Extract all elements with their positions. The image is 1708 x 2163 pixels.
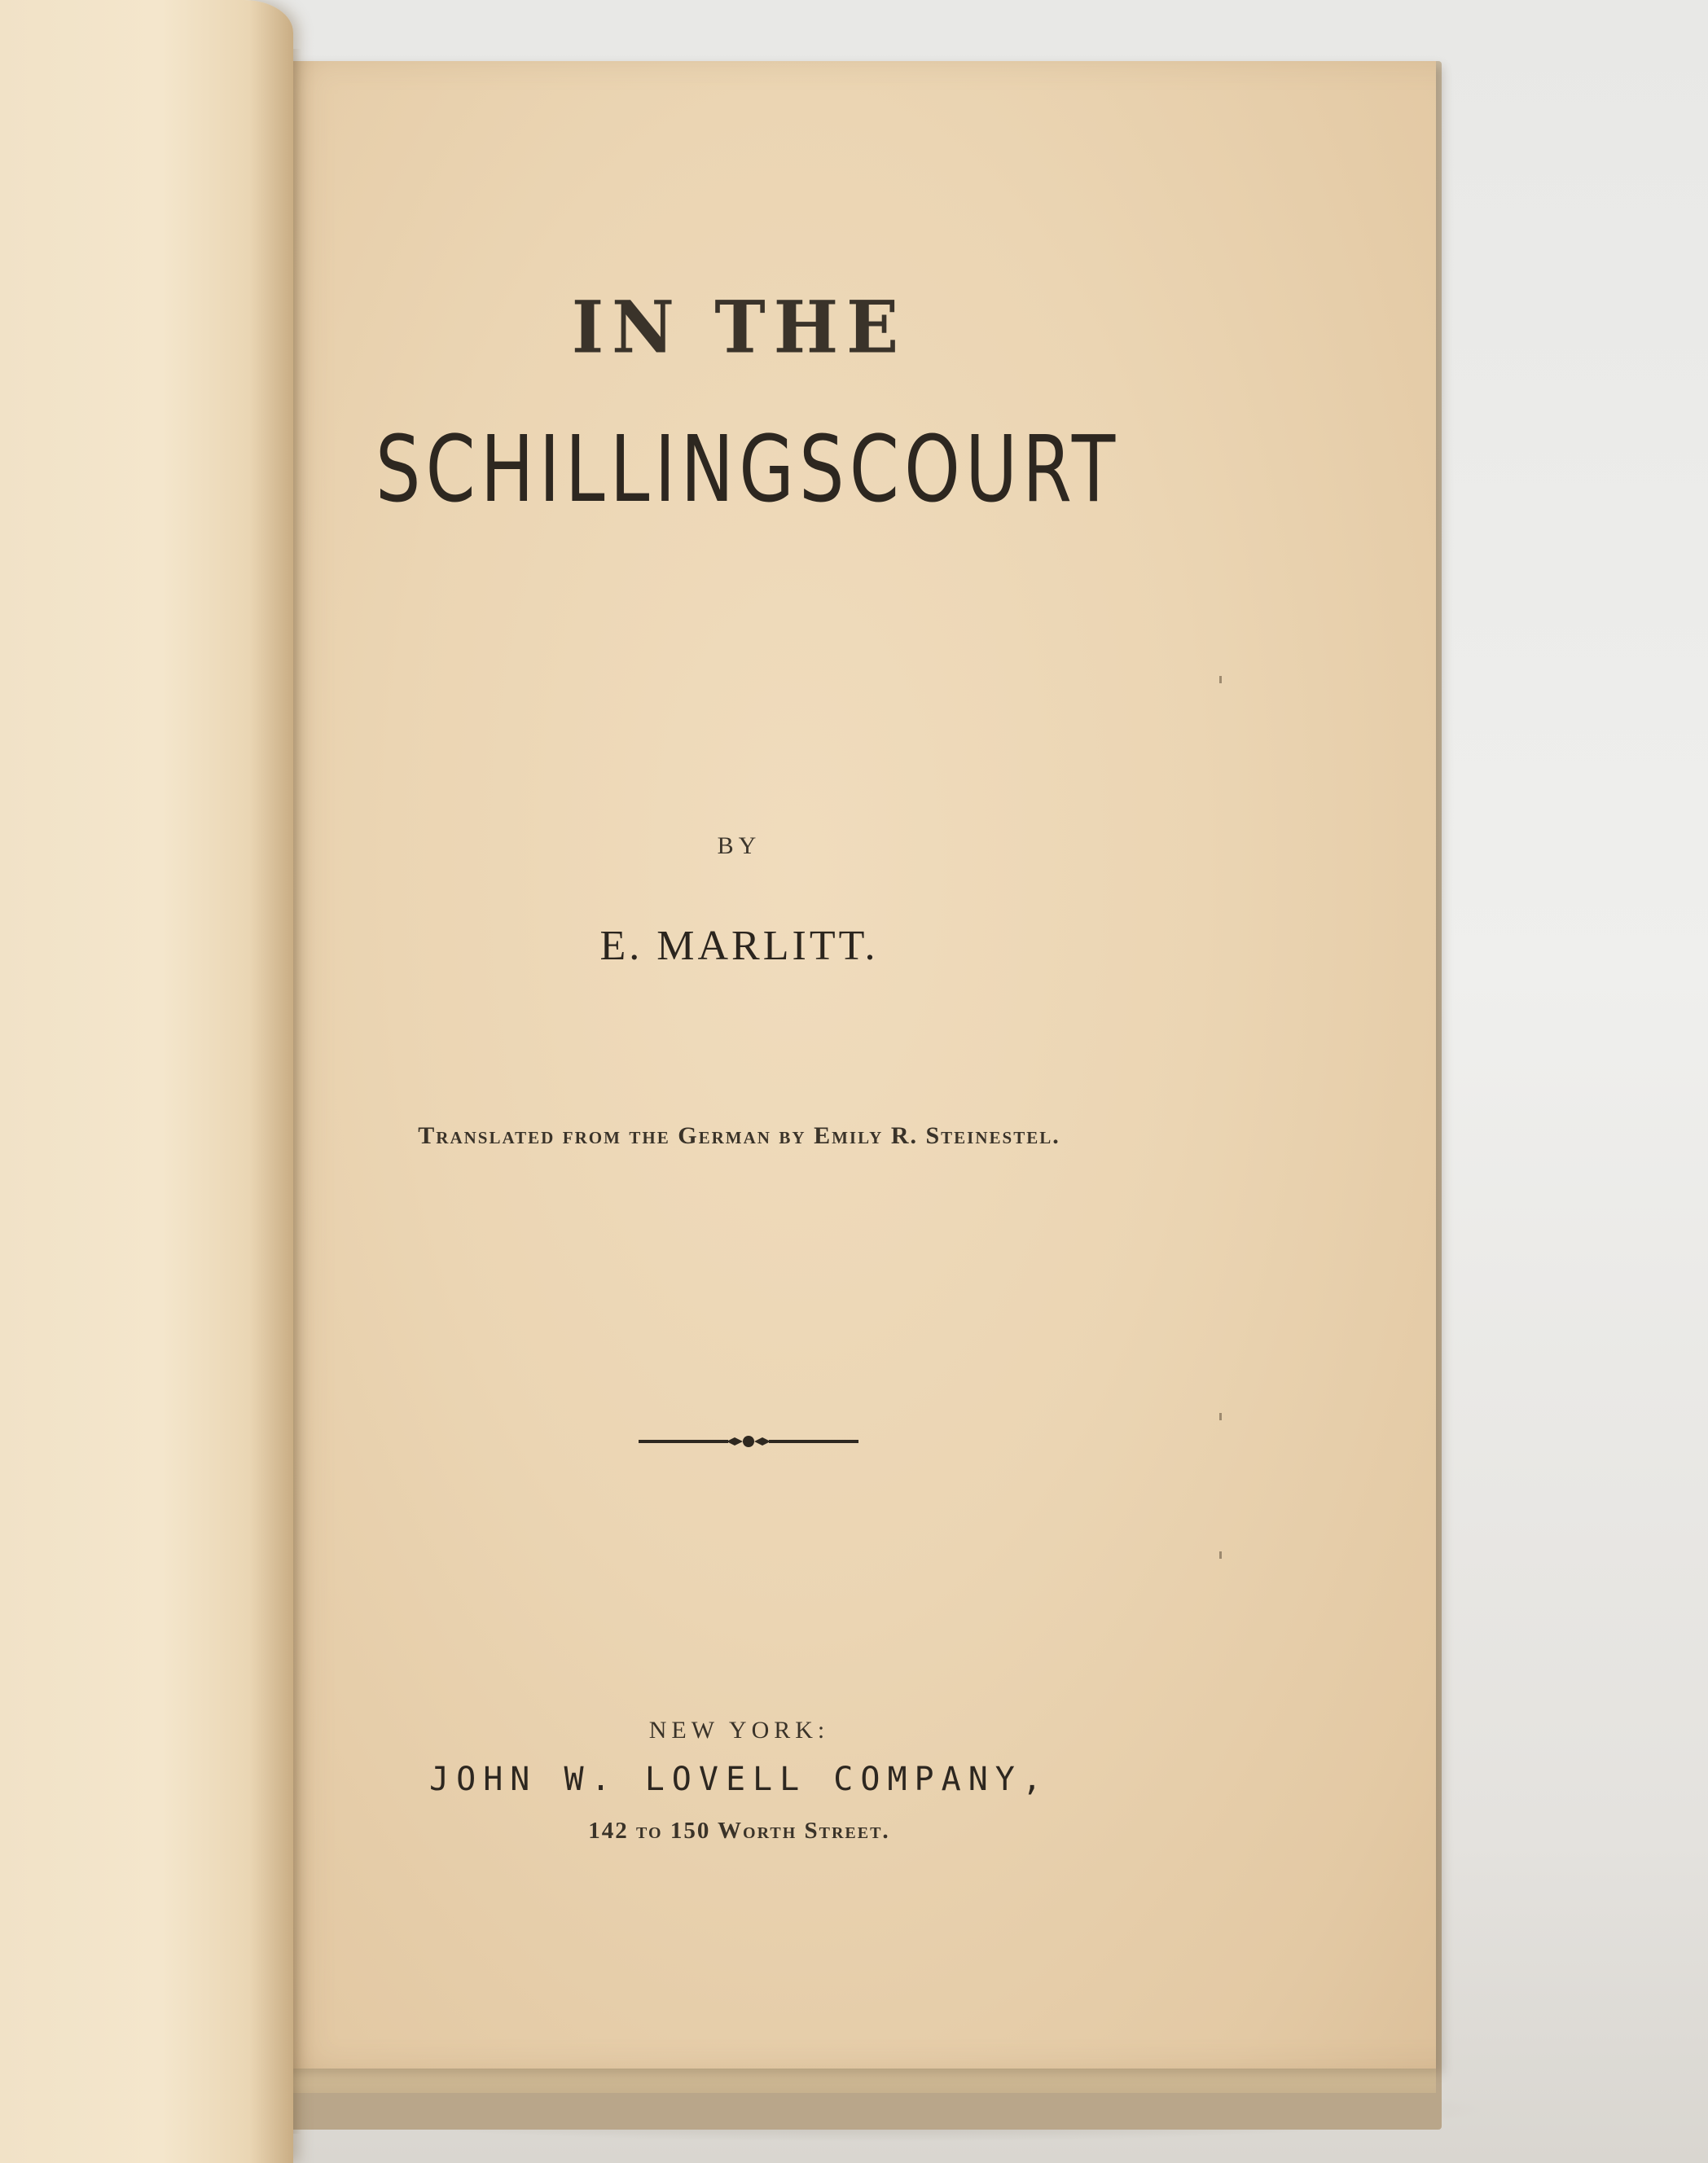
paper-speck bbox=[1219, 1413, 1222, 1420]
left-page-leaf bbox=[0, 0, 293, 2163]
translator-credit: Translated from the German by Emily R. Steinestel. bbox=[418, 1122, 1060, 1149]
title-line-1: IN THE bbox=[571, 284, 907, 370]
publisher-name: JOHN W. LOVELL COMPANY, bbox=[429, 1761, 1049, 1798]
paper-speck bbox=[1219, 1551, 1222, 1559]
publication-city: NEW YORK: bbox=[648, 1717, 830, 1744]
publisher-address: 142 to 150 Worth Street. bbox=[588, 1818, 890, 1844]
paper-speck bbox=[1219, 676, 1222, 683]
ornamental-rule bbox=[639, 1432, 858, 1451]
author-name: E. MARLITT. bbox=[599, 923, 879, 969]
title-line-2: SCHILLINGSCOURT bbox=[375, 417, 1121, 523]
by-label: BY bbox=[717, 832, 762, 859]
page-edges bbox=[273, 2069, 1436, 2093]
